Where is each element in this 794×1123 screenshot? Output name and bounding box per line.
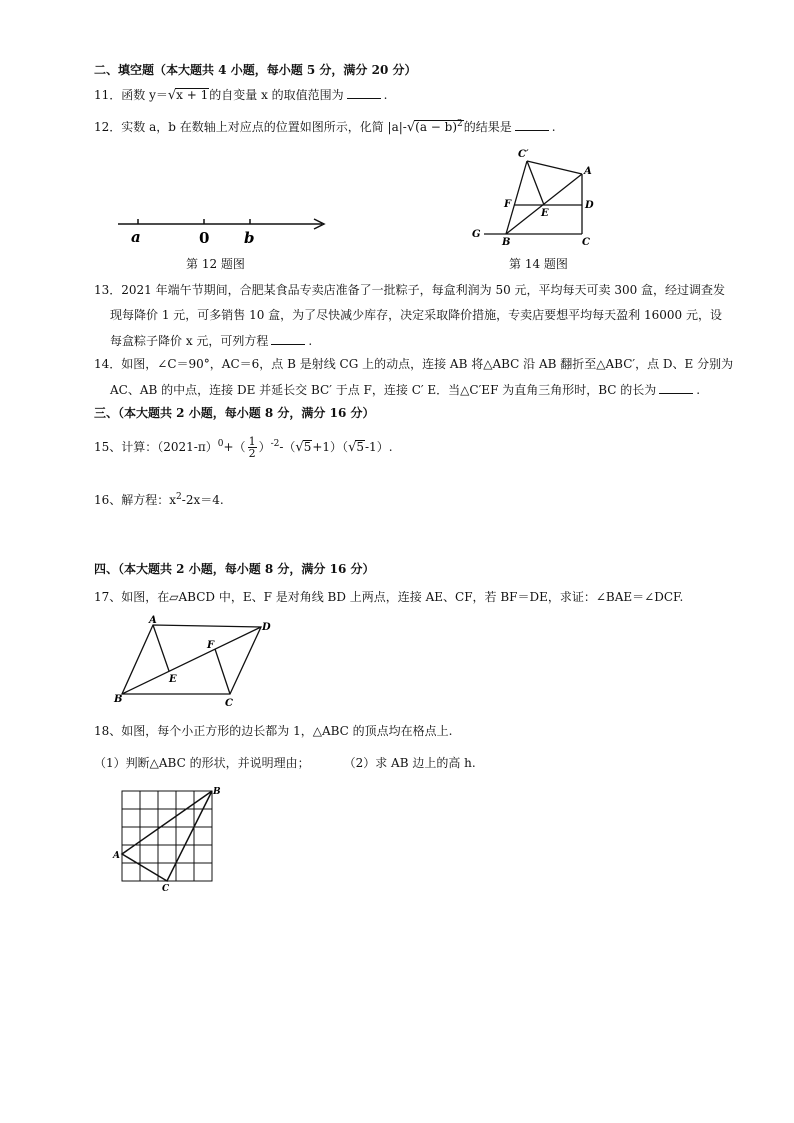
q16-prefix: 16、解方程：x xyxy=(94,493,177,507)
q15-numerator: 1 xyxy=(248,435,256,448)
q13-line-3-text: 每盒粽子降价 x 元，可列方程 xyxy=(110,334,269,348)
figure-18-grid xyxy=(112,786,222,892)
q16-exp: 2 xyxy=(176,492,182,502)
question-17: 17、如图，在▱ABCD 中，E、F 是对角线 BD 上两点，连接 AE、CF，若 BF＝DE，求证：∠BAE＝∠DCF. xyxy=(94,590,684,604)
fig18-label-B: B xyxy=(213,787,221,797)
fig14-label-G: G xyxy=(472,229,481,240)
question-13-line-3 xyxy=(110,332,312,349)
fig17-label-F: F xyxy=(207,640,215,651)
q15-radicand-1: 5 xyxy=(303,440,312,454)
q15-radical-sign-1: √ xyxy=(295,440,304,455)
seg-A-B xyxy=(506,174,582,234)
q12-answer-blank[interactable] xyxy=(515,118,549,131)
figure-12-caption: 第 12 题图 xyxy=(186,257,245,271)
q15-exp-neg2: -2 xyxy=(270,439,280,449)
q12-radicand xyxy=(414,120,464,133)
q15-close: ） xyxy=(258,440,271,454)
fig18-label-A: A xyxy=(113,851,120,861)
fig17-label-B: B xyxy=(114,694,123,705)
question-13-line-2: 现每降价 1 元，可多销售 10 盒，为了尽快减少库存，决定采取降价措施，专卖店要想平均每天盈利 16000 元，设 xyxy=(110,308,722,322)
grid-lines xyxy=(122,791,212,881)
q12-end: . xyxy=(551,120,556,134)
triangle-ABC xyxy=(122,791,212,881)
fig18-label-C: C xyxy=(162,884,170,894)
q15-rest-3: -1）. xyxy=(365,440,393,454)
seg-FC xyxy=(215,649,230,694)
q14-line-2-text: AC、AB 的中点，连接 DE 并延长交 BC′ 于点 F，连接 C′ E．当△C′EF 为直角三角形时，BC 的长为 xyxy=(110,383,657,397)
number-line-figure xyxy=(110,210,340,250)
q11-prefix: 11．函数 y＝ xyxy=(94,88,168,102)
fig17-label-C: C xyxy=(225,698,233,709)
fig14-label-Cp: C′ xyxy=(518,149,529,160)
q14-end: . xyxy=(696,383,701,397)
fig17-label-D: D xyxy=(262,622,271,633)
q11-answer-blank[interactable] xyxy=(347,86,381,99)
q15-exp-0: 0 xyxy=(217,439,224,449)
fig14-label-C: C xyxy=(582,237,590,248)
q11-end: . xyxy=(383,88,388,102)
seg-Cp-B xyxy=(506,161,527,234)
q12-prefix: 12．实数 a，b 在数轴上对应点的位置如图所示，化简 |a|- xyxy=(94,120,407,134)
question-13-line-1: 13．2021 年端午节期间，合肥某食品专卖店准备了一批粽子，每盒利润为 50 元，平均每天可卖 300 盒，经过调查发 xyxy=(94,283,726,297)
question-18-parts xyxy=(94,755,476,771)
question-15 xyxy=(94,436,393,459)
q14-answer-blank[interactable] xyxy=(659,381,693,394)
q13-answer-blank[interactable] xyxy=(271,332,305,345)
question-16 xyxy=(94,492,224,508)
question-12 xyxy=(94,118,556,136)
q15-fraction xyxy=(248,436,257,459)
figure-14 xyxy=(470,145,600,250)
label-a: a xyxy=(131,228,141,246)
fig17-label-A: A xyxy=(149,615,157,626)
q18-part-2: （2）求 AB 边上的高 h. xyxy=(343,756,476,770)
question-18: 18、如图，每个小正方形的边长都为 1，△ABC 的顶点均在格点上. xyxy=(94,724,453,738)
question-14-line-1: 14．如图，∠C＝90°，AC＝6，点 B 是射线 CG 上的动点，连接 AB 将△ABC 沿 AB 翻折至△ABC′，点 D、E 分别为 xyxy=(94,357,734,371)
q11-radicand: x + 1 xyxy=(176,88,209,102)
q15-radicand-2: 5 xyxy=(356,440,364,454)
fig14-label-A: A xyxy=(584,166,592,177)
seg-Cp-E xyxy=(527,161,544,205)
label-b: b xyxy=(244,229,255,247)
q11-radical-sign: √ xyxy=(167,88,177,103)
q12-suffix: 的结果是 xyxy=(463,120,512,134)
q15-prefix: 15、计算：（2021-π） xyxy=(94,440,218,454)
fig14-label-B: B xyxy=(502,237,511,248)
q15-radical-sign-2: √ xyxy=(348,440,357,455)
fig14-label-D: D xyxy=(585,200,594,211)
q15-denominator: 2 xyxy=(248,447,256,460)
question-11 xyxy=(94,86,388,104)
fig14-label-E: E xyxy=(541,208,549,219)
section-3-heading: 三、（本大题共 2 小题，每小题 8 分，满分 16 分） xyxy=(94,406,375,420)
seg-Cp-A xyxy=(527,161,582,174)
q12-radicand-text: (a − b) xyxy=(415,120,458,134)
diagonal-BD xyxy=(122,627,261,694)
figure-14-caption: 第 14 题图 xyxy=(509,257,568,271)
label-zero: 0 xyxy=(199,229,210,247)
q13-end: . xyxy=(308,334,313,348)
q12-radical-sign: √ xyxy=(406,120,416,135)
question-14-line-2 xyxy=(110,381,700,398)
q12-exponent: 2 xyxy=(457,119,463,129)
q11-suffix: 的自变量 x 的取值范围为 xyxy=(209,88,344,102)
q15-rest-1: -（ xyxy=(279,440,296,454)
q15-plus: +（ xyxy=(223,440,246,454)
figure-17-parallelogram xyxy=(112,614,282,709)
q18-part-1: （1）判断△ABC 的形状，并说明理由； xyxy=(94,756,310,770)
q15-rest-2: +1）（ xyxy=(312,440,349,454)
section-2-heading: 二、填空题（本大题共 4 小题，每小题 5 分，满分 20 分） xyxy=(94,63,417,77)
seg-AE xyxy=(153,625,169,671)
q16-suffix: -2x＝4. xyxy=(181,493,224,507)
fig14-label-F: F xyxy=(504,199,512,210)
section-4-heading: 四、（本大题共 2 小题，每小题 8 分，满分 16 分） xyxy=(94,562,375,576)
fig17-label-E: E xyxy=(169,674,177,685)
